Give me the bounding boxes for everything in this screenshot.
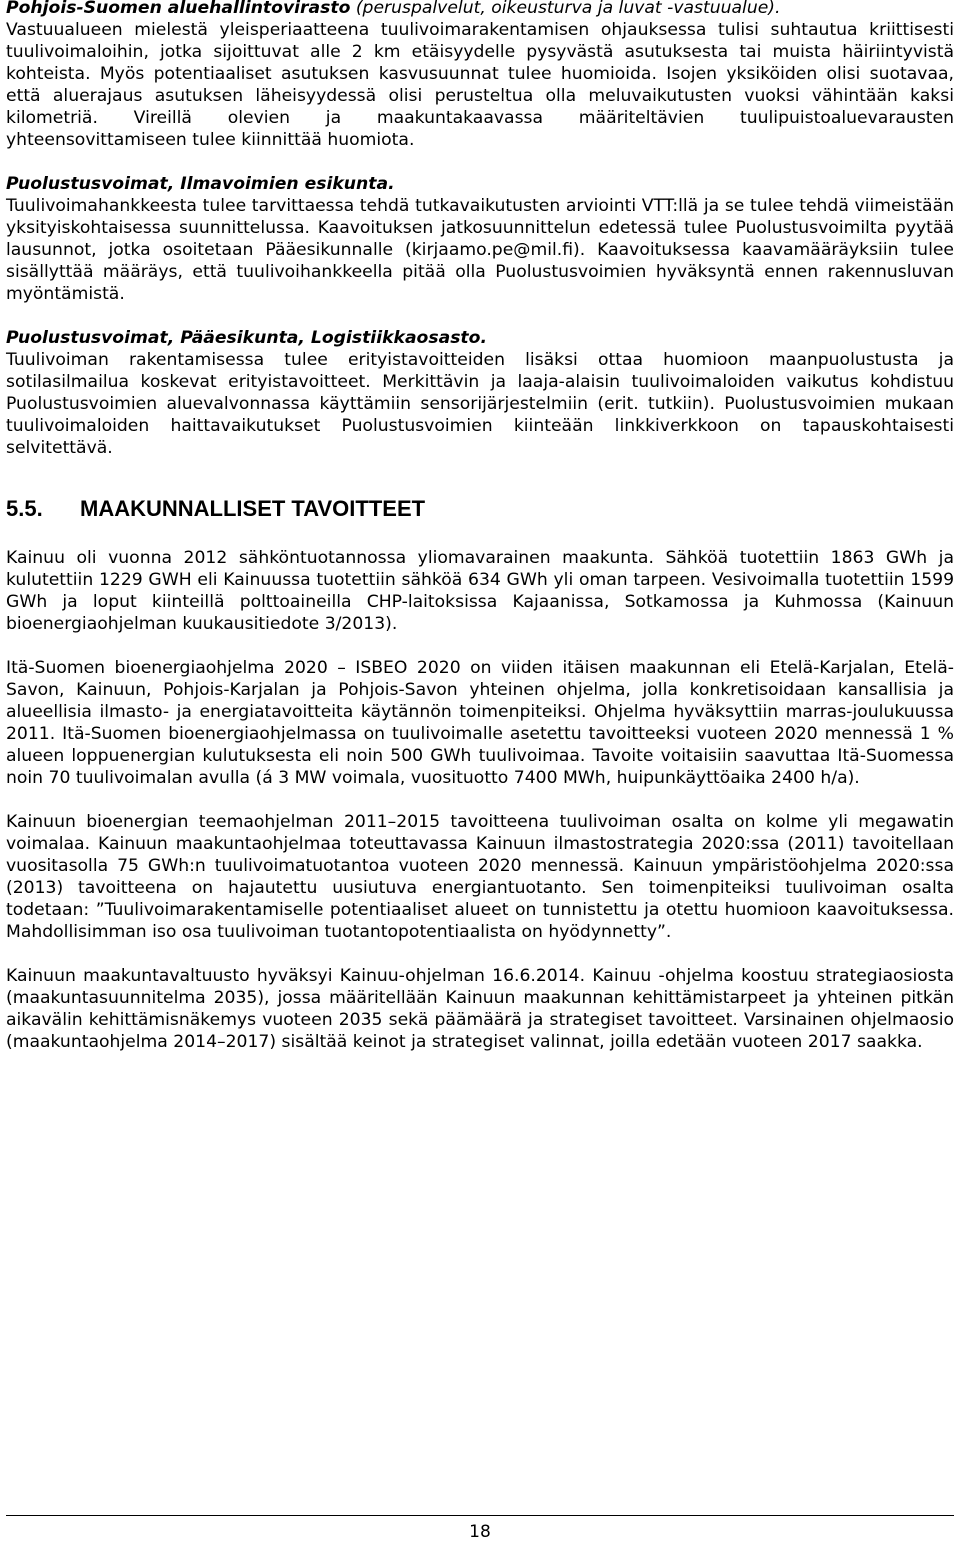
statement-avi-heading: Pohjois-Suomen aluehallintovirasto (6, 0, 351, 18)
statement-avi-body: Vastuualueen mielestä yleisperiaatteena tuulivoimarakentamisen ohjauksessa tulisi suhtautua kriittisesti tuulivoimaloihin, jotka sijoittuvat alle 2 km etäisyydelle pysyvästä asutuksesta tai muista häiriintyvistä kohteista. Myös potentiaaliset asutuksen kasvusuunnat tulee huomioida. Isojen yksiköiden olisi suotavaa, että aluerajaus asutuksen läheisyydessä olisi perusteltua olla meluvaikutusten vuoksi vähintään kaksi kilometriä. Vireillä olevien ja maakuntakaavassa määriteltävien tuulipuistoaluevarausten yhteensovittamiseen tulee kiinnittää huomiota. (6, 20, 954, 150)
document-body (6, 0, 954, 1053)
statement-ilmavoimat-text (6, 173, 954, 305)
statement-avi-heading-rest: (peruspalvelut, oikeusturva ja luvat -vastuualue). (350, 0, 781, 18)
statement-paaesikunta-heading: Puolustusvoimat, Pääesikunta, Logistiikkaosasto. (6, 328, 487, 348)
statement-ilmavoimat-heading: Puolustusvoimat, Ilmavoimien esikunta. (6, 174, 395, 194)
paragraph-kainuu-ohjelma: Kainuun maakuntavaltuusto hyväksyi Kainuu-ohjelman 16.6.2014. Kainuu -ohjelma koostuu strategiaosiosta (maakuntasuunnitelma 2035), jossa määritellään Kainuun maakunnan kehittämistarpeet ja yhteinen pitkän aikavälin kehittämisnäkemys vuoteen 2035 sekä päämäärä ja strategiset tavoitteet. Varsinainen ohjelmaosio (maakuntaohjelma 2014–2017) sisältää keinot ja strategiset valinnat, joilla edetään vuoteen 2017 saakka. (6, 966, 954, 1052)
statement-paaesikunta-body: Tuulivoiman rakentamisessa tulee erityistavoitteiden lisäksi ottaa huomioon maanpuolustusta ja sotilasilmailua koskevat erityistavoitteet. Merkittävin ja laaja-alaisin tuulivoimaloiden vaikutus kohdistuu Puolustusvoimien aluevalvonnassa käyttämiin sensorijärjestelmiin (erit. tutkiin). Puolustusvoimien mukaan tuulivoimaloiden haittavaikutukset Puolustusvoimien kiinteään linkkiverkkoon on tapauskohtaisesti selvitettävä. (6, 350, 954, 458)
statement-paaesikunta-text (6, 327, 954, 459)
statement-ilmavoimat (6, 173, 954, 305)
chapter-number: 5.5. (6, 496, 43, 521)
statement-avi (6, 0, 954, 151)
paragraph-kainuu-energy: Kainuu oli vuonna 2012 sähköntuotannossa yliomavarainen maakunta. Sähköä tuotettiin 1863 GWh ja kulutettiin 1229 GWH eli Kainuussa tuotettiin sähköä 634 GWh yli oman tarpeen. Vesivoimalla tuotettiin 1599 GWh ja loput kiinteillä polttoaineilla CHP-laitoksissa Kajaanissa, Sotkamossa ja Kuhmossa (Kainuun bioenergiaohjelman kuukausitiedote 3/2013). (6, 548, 954, 634)
paragraph-isbeo: Itä-Suomen bioenergiaohjelma 2020 – ISBEO 2020 on viiden itäisen maakunnan eli Etelä-Karjalan, Etelä-Savon, Kainuun, Pohjois-Karjalan ja Pohjois-Savon yhteinen ohjelma, jolla konkretisoidaan kansallisia ja alueellisia ilmasto- ja energiatavoitteita käytännön toimenpiteiksi. Ohjelma hyväksyttiin marras-joulukuussa 2011. Itä-Suomen bioenergiaohjelmassa on tuulivoimalle asetettu tavoitteeksi vuoteen 2020 mennessä 1 % alueen loppuenergian kulutuksesta eli noin 500 GWh tuulivoimaa. Tavoite voitaisiin saavuttaa Itä-Suomessa noin 70 tuulivoimalan avulla (á 3 MW voimala, vuosituotto 7400 MWh, huipunkäyttöaika 2400 h/a). (6, 658, 954, 788)
paragraph-bioenergy-program: Kainuun bioenergian teemaohjelman 2011–2015 tavoitteena tuulivoiman osalta on kolme yli megawatin voimalaa. Kainuun maakuntaohjelmaa toteuttavassa Kainuun ilmastostrategia 2020:ssa (2011) tavoitellaan vuositasolla 75 GWh:n tuulivoimatuotantoa vuoteen 2020 mennessä. Kainuun ympäristöohjelma 2020:ssa (2013) tavoitteena on hajautettu uusiutuva energiantuotanto. Sen toimenpiteiksi tuulivoiman osalta todetaan: ”Tuulivoimarakentamiselle potentiaaliset alueet on tunnistettu ja otettu huomioon kaavoituksessa. Mahdollisimman iso osa tuulivoiman tuotantopotentiaalista on hyödynnetty”. (6, 812, 954, 942)
chapter-title: MAAKUNNALLISET TAVOITTEET (80, 496, 426, 521)
statement-paaesikunta (6, 327, 954, 459)
statement-avi-text (6, 0, 954, 151)
footer-divider (6, 1515, 954, 1516)
page-number: 18 (469, 1522, 491, 1542)
statement-ilmavoimat-body: Tuulivoimahankkeesta tulee tarvittaessa tehdä tutkavaikutusten arviointi VTT:llä ja se tulee tehdä viimeistään yksityiskohtaisessa suunnittelussa. Kaavoituksen jatkosuunnittelun edetessä tulee Puolustusvoimilta pyytää lausunnot, jotka osoitetaan Pääesikunnalle (kirjaamo.pe@mil.fi). Kaavoituksessa kaavamääräyksiin tulee sisällyttää määräys, että tuulivoihankkeella pitää olla Puolustusvoimien hyväksyntä ennen rakennusluvan myöntämistä. (6, 196, 954, 304)
document-page (6, 0, 954, 1541)
chapter-heading (6, 495, 954, 523)
